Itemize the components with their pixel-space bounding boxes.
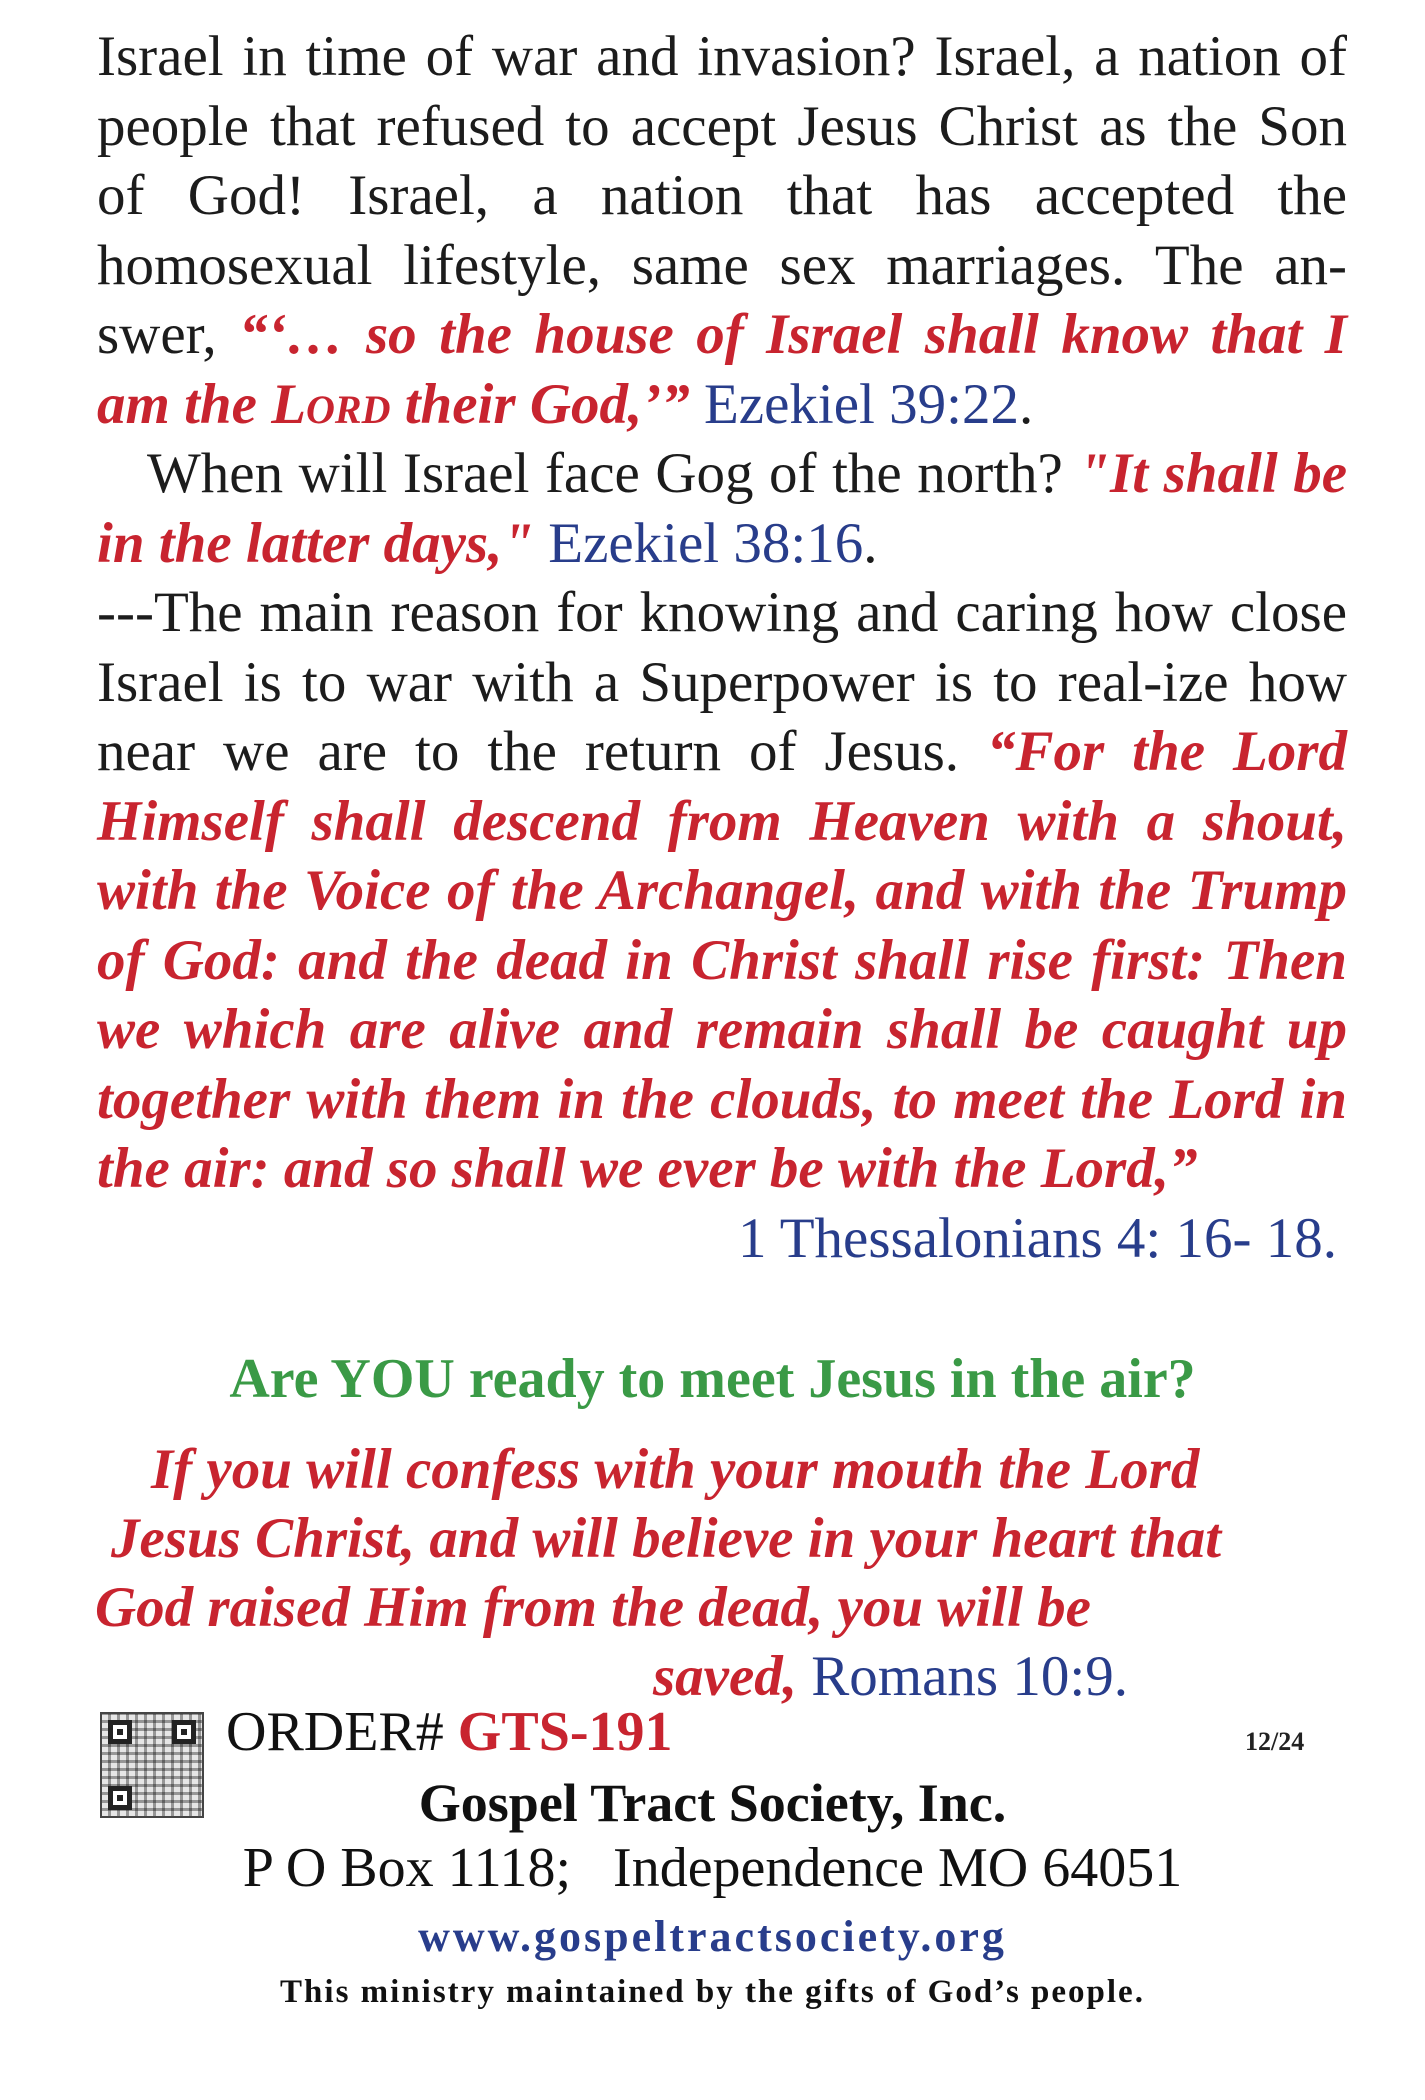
ready-question: Are YOU ready to meet Jesus in the air? <box>229 1348 1196 1410</box>
salvation-verse <box>95 1435 1365 1711</box>
scripture-citation: 1 Thessalonians 4: 16- 18. <box>738 1206 1337 1270</box>
scripture-citation: Romans 10:9. <box>811 1645 1128 1708</box>
order-number <box>226 1699 673 1765</box>
qr-finder-mark <box>172 1720 196 1744</box>
salvation-line: If you will confess with your mouth the Lord <box>151 1438 1200 1501</box>
scripture-citation: Ezekiel 39:22 <box>703 372 1019 436</box>
order-code: GTS-191 <box>457 1701 673 1763</box>
date-code: 12/24 <box>1245 1727 1305 1756</box>
scripture-quote: “For the Lord Himself shall descend from Heaven with a shout, with the Voice of the Archangel, and with the Trump of God: and the dead in Christ shall rise first: Then we which are alive and remain shall be caught up together with them in the clouds, to meet the Lord in the air: and so shall we ever be with the Lord,” <box>97 720 1347 1200</box>
salvation-line: Jesus Christ, and will believe in your heart that <box>111 1507 1222 1570</box>
paragraph-gog <box>97 439 1347 578</box>
paragraph-return-of-jesus <box>97 578 1347 1204</box>
salvation-line: God raised Him from the dead, you will be <box>95 1576 1091 1639</box>
ministry-note: This ministry maintained by the gifts of God’s people. <box>280 1974 1145 2010</box>
scripture-quote-lord: Lord <box>271 372 391 436</box>
scripture-quote: "It shall be in the latter days," <box>97 442 1347 575</box>
thessalonians-citation-line <box>97 1204 1347 1274</box>
paragraph-israel-war <box>97 22 1347 439</box>
paragraph-text: When will Israel face Gog of the north? <box>147 442 1063 505</box>
order-label: ORDER# <box>226 1701 444 1763</box>
website-link[interactable]: www.gospeltractsociety.org <box>418 1912 1007 1961</box>
mailing-address: P O Box 1118; Independence MO 64051 <box>242 1837 1183 1899</box>
paragraph-text: Israel in time of war and invasion? Israel, a nation of people that refused to accept Jesus Christ as the Son of God! Israel, a nation that has accepted the homosexual lifestyle, same sex marriages. The an-swer, <box>97 25 1347 366</box>
qr-finder-mark <box>108 1720 132 1744</box>
paragraph-text: ---The main reason for knowing and caring how close Israel is to war with a Superpower is to real-ize how near we are to the return of Jesus. <box>97 581 1347 783</box>
salvation-word: saved, <box>653 1645 798 1708</box>
scripture-citation: Ezekiel 38:16 <box>548 511 864 575</box>
tract-body <box>97 22 1347 1273</box>
scripture-quote-part: “‘… so the house of Israel shall know that I am the <box>97 303 1347 436</box>
sentence-end: . <box>1018 372 1034 436</box>
sentence-end: . <box>863 511 878 575</box>
scripture-quote-part: their God,’” <box>404 372 690 436</box>
organization-name: Gospel Tract Society, Inc. <box>418 1773 1007 1833</box>
